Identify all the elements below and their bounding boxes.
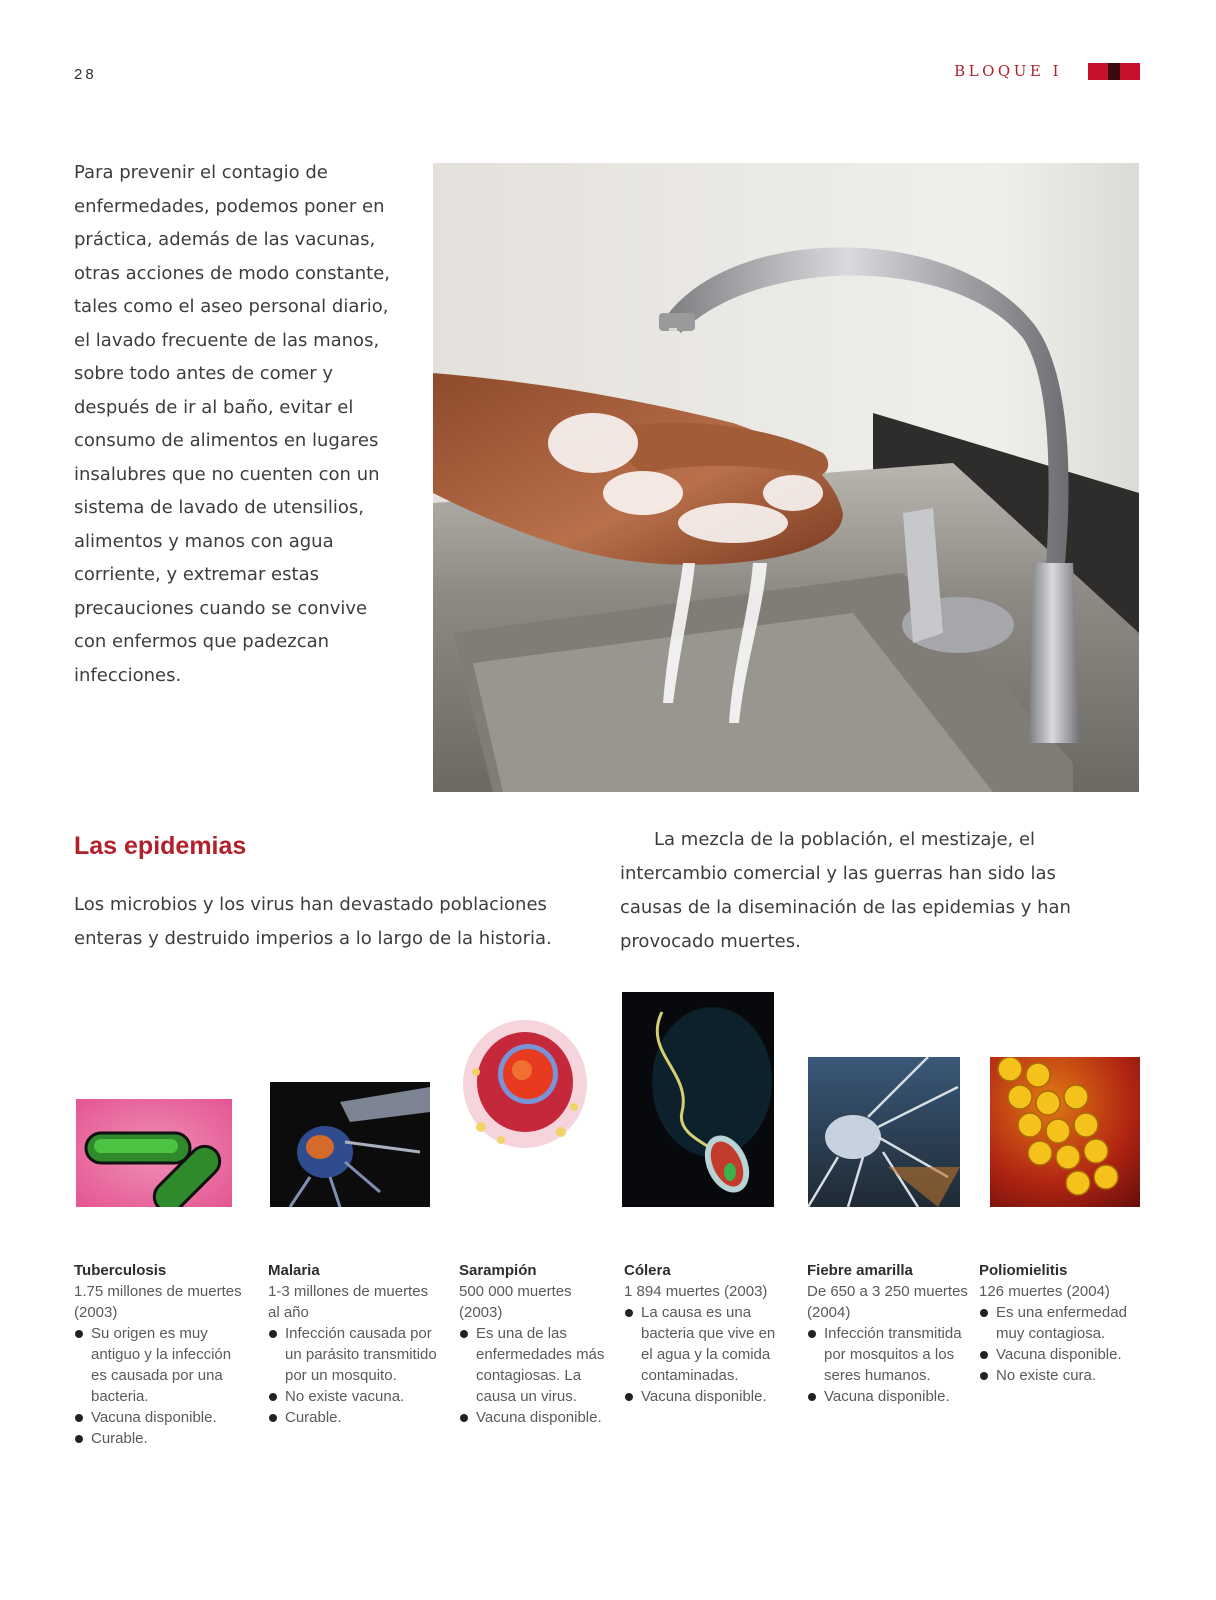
disease-card-polio xyxy=(979,1260,1141,1386)
disease-bullets xyxy=(807,1323,972,1407)
block-label: BLOQUE I xyxy=(954,62,1062,80)
section-title: Las epidemias xyxy=(74,832,247,860)
disease-bullets xyxy=(624,1302,784,1407)
disease-name: Cólera xyxy=(624,1262,671,1279)
disease-card-yellow-fever xyxy=(807,1260,972,1407)
disease-bullets xyxy=(74,1323,249,1449)
disease-stat: 1-3 millones de muertes al año xyxy=(268,1283,429,1321)
disease-card-measles xyxy=(459,1260,609,1428)
disease-name: Poliomielitis xyxy=(979,1262,1068,1279)
polio-image xyxy=(990,1057,1140,1207)
list-item: Infección causada por un parásito transmitido por un mosquito. xyxy=(268,1323,438,1386)
list-item: No existe vacuna. xyxy=(268,1386,438,1407)
measles-image xyxy=(456,1012,594,1162)
disease-bullets xyxy=(459,1323,609,1428)
disease-stat: 1.75 millones de muertes (2003) xyxy=(74,1283,242,1321)
disease-bullets xyxy=(268,1323,438,1428)
malaria-image xyxy=(270,1082,430,1207)
disease-card-tuberculosis xyxy=(74,1260,249,1449)
disease-name: Malaria xyxy=(268,1262,320,1279)
list-item: La causa es una bacteria que vive en el agua y la comida contaminadas. xyxy=(624,1302,784,1386)
list-item: Es una de las enfermedades más contagiosas. La causa un virus. xyxy=(459,1323,609,1407)
disease-stat: 500 000 muertes (2003) xyxy=(459,1283,572,1321)
disease-stat: De 650 a 3 250 muertes (2004) xyxy=(807,1283,968,1321)
block-marker xyxy=(1088,63,1140,80)
disease-stat: 126 muertes (2004) xyxy=(979,1283,1110,1300)
tuberculosis-image xyxy=(76,1099,232,1207)
disease-stat: 1 894 muertes (2003) xyxy=(624,1283,768,1300)
list-item: No existe cura. xyxy=(979,1365,1141,1386)
epidemics-paragraph-left: Los microbios y los virus han devastado poblaciones enteras y destruido imperios a lo largo de la historia. xyxy=(74,894,552,949)
list-item: Es una enfermedad muy contagiosa. xyxy=(979,1302,1141,1344)
list-item: Vacuna disponible. xyxy=(459,1407,609,1428)
disease-name: Tuberculosis xyxy=(74,1262,167,1279)
list-item: Curable. xyxy=(74,1428,249,1449)
yellow-fever-image xyxy=(808,1057,960,1207)
cholera-image xyxy=(622,992,774,1207)
page-header xyxy=(954,62,1140,80)
disease-card-cholera xyxy=(624,1260,784,1407)
list-item: Su origen es muy antiguo y la infección es causada por una bacteria. xyxy=(74,1323,249,1407)
epidemics-paragraph-right: La mezcla de la población, el mestizaje, el intercambio comercial y las guerras han sido las causas de la diseminación de las epidemias y han provocado muertes. xyxy=(620,829,1071,952)
list-item: Vacuna disponible. xyxy=(74,1407,249,1428)
list-item: Vacuna disponible. xyxy=(979,1344,1141,1365)
list-item: Infección transmitida por mosquitos a los seres humanos. xyxy=(807,1323,972,1386)
disease-bullets xyxy=(979,1302,1141,1386)
list-item: Vacuna disponible. xyxy=(624,1386,784,1407)
list-item: Vacuna disponible. xyxy=(807,1386,972,1407)
intro-paragraph: Para prevenir el contagio de enfermedades, podemos poner en práctica, además de las vacunas, otras acciones de modo constante, tales como el aseo personal diario, el lavado frecuente de las manos, sobre todo antes de comer y después de ir al baño, evitar el consumo de alimentos en lugares insalubres que no cuenten con un sistema de lavado de utensilios, alimentos y manos con agua corriente, y extremar estas precauciones cuando se convive con enfermos que padezcan infecciones. xyxy=(74,162,390,686)
disease-card-malaria xyxy=(268,1260,438,1428)
disease-name: Fiebre amarilla xyxy=(807,1262,913,1279)
handwashing-photo xyxy=(433,163,1139,792)
list-item: Curable. xyxy=(268,1407,438,1428)
disease-name: Sarampión xyxy=(459,1262,537,1279)
page-number: 28 xyxy=(74,66,97,83)
